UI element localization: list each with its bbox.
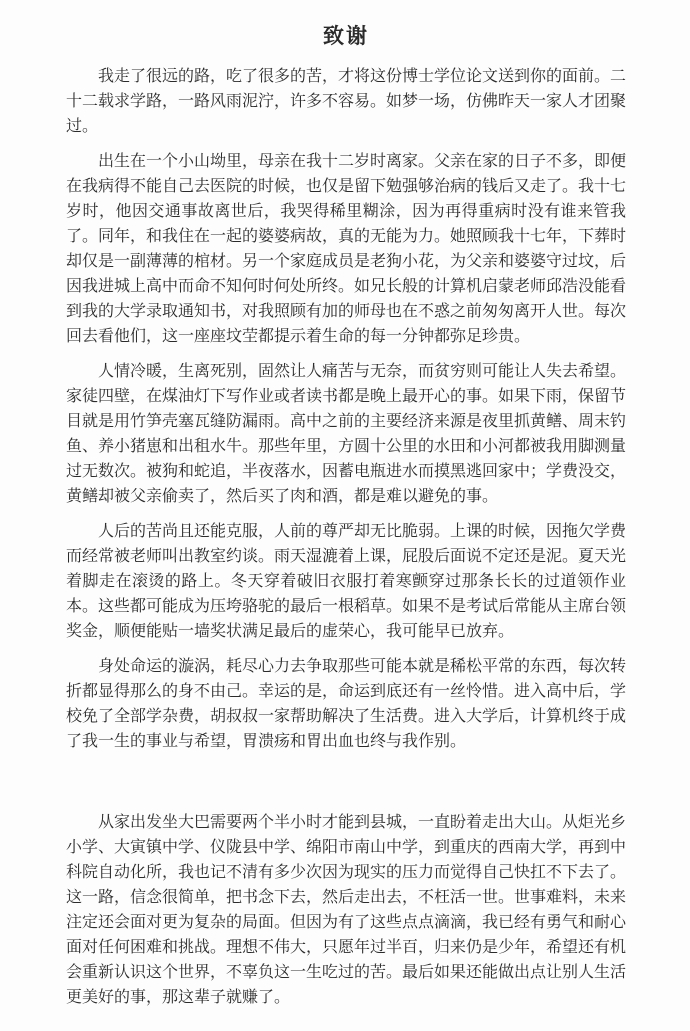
acknowledgement-paragraph-1: 我走了很远的路，吃了很多的苦，才将这份博士学位论文送到你的面前。二十二载求学路，一路风雨泥泞，许多不容易。如梦一场，仿佛昨天一家人才团聚过。: [66, 68, 627, 135]
acknowledgement-closing-paragraph: 从家出发坐大巴需要两个半小时才能到县城，一直盼着走出大山。从炬光乡小学、大寅镇中学、仪陇县中学、绵阳市南山中学，到重庆的西南大学，再到中科院自动化所，我也记不清有多少次因为现实的压力而觉得自己快扛不下去了。这一路，信念很简单，把书念下去，然后走出去，不枉活一世。世事难料，未来注定还会面对更为复杂的局面。但因为有了这些点点滴滴，我已经有勇气和耐心面对任何困难和挑战。理想不伟大，只愿年过半百，归来仍是少年，希望还有机会重新认识这个世界，不辜负这一生吃过的苦。最后如果还能做出点让别人生活更美好的事，那这辈子就赚了。: [66, 814, 627, 1006]
acknowledgement-paragraph-2: 出生在一个小山坳里，母亲在我十二岁时离家。父亲在家的日子不多，即便在我病得不能自己去医院的时候，也仅是留下勉强够治病的钱后又走了。我十七岁时，他因交通事故离世后，我哭得稀里糊涂，因为再得重病时没有谁来管我了。同年，和我住在一起的婆婆病故，真的无能为力。她照顾我十七年，下葬时却仅是一副薄薄的棺材。另一个家庭成员是老狗小花，为父亲和婆婆守过坟，后因我进城上高中而命不知何时何处所终。如兄长般的计算机启蒙老师邱浩没能看到我的大学录取通知书，对我照顾有加的师母也在不惑之前匆匆离开人世。每次回去看他们，这一座座坟茔都提示着生命的每一分钟都弥足珍贵。: [66, 153, 627, 345]
acknowledgement-paragraph-3: 人情冷暖，生离死别，固然让人痛苦与无奈，而贫穷则可能让人失去希望。家徒四壁，在煤油灯下写作业或者读书都是晚上最开心的事。如果下雨，保留节目就是用竹笋壳塞瓦缝防漏雨。高中之前的主要经济来源是夜里抓黄鳝、周末钓鱼、养小猪崽和出租水牛。那些年里，方圆十公里的水田和小河都被我用脚测量过无数次。被狗和蛇追，半夜落水，因蓄电瓶进水而摸黑逃回家中；学费没交，黄鳝却被父亲偷卖了，然后买了肉和酒，都是难以避免的事。: [66, 363, 627, 505]
acknowledgement-paragraph-4: 人后的苦尚且还能克服，人前的尊严却无比脆弱。上课的时候，因拖欠学费而经常被老师叫出教室约谈。雨天湿漉着上课，屁股后面说不定还是泥。夏天光着脚走在滚烫的路上。冬天穿着破旧衣服打着寒颤穿过那条长长的过道领作业本。这些都可能成为压垮骆驼的最后一根稻草。如果不是考试后常能从主席台领奖金，顺便能贴一墙奖状满足最后的虚荣心，我可能早已放弃。: [66, 523, 627, 640]
page-title: 致谢: [323, 24, 369, 48]
acknowledgement-paragraph-5: 身处命运的漩涡，耗尽心力去争取那些可能本就是稀松平常的东西，每次转折都显得那么的身不由己。幸运的是，命运到底还有一丝怜惜。进入高中后，学校免了全部学杂费，胡叔叔一家帮助解决了生活费。进入大学后，计算机终于成了我一生的事业与希望，胃溃疡和胃出血也终与我作别。: [66, 658, 627, 750]
section-gap: [66, 764, 626, 810]
